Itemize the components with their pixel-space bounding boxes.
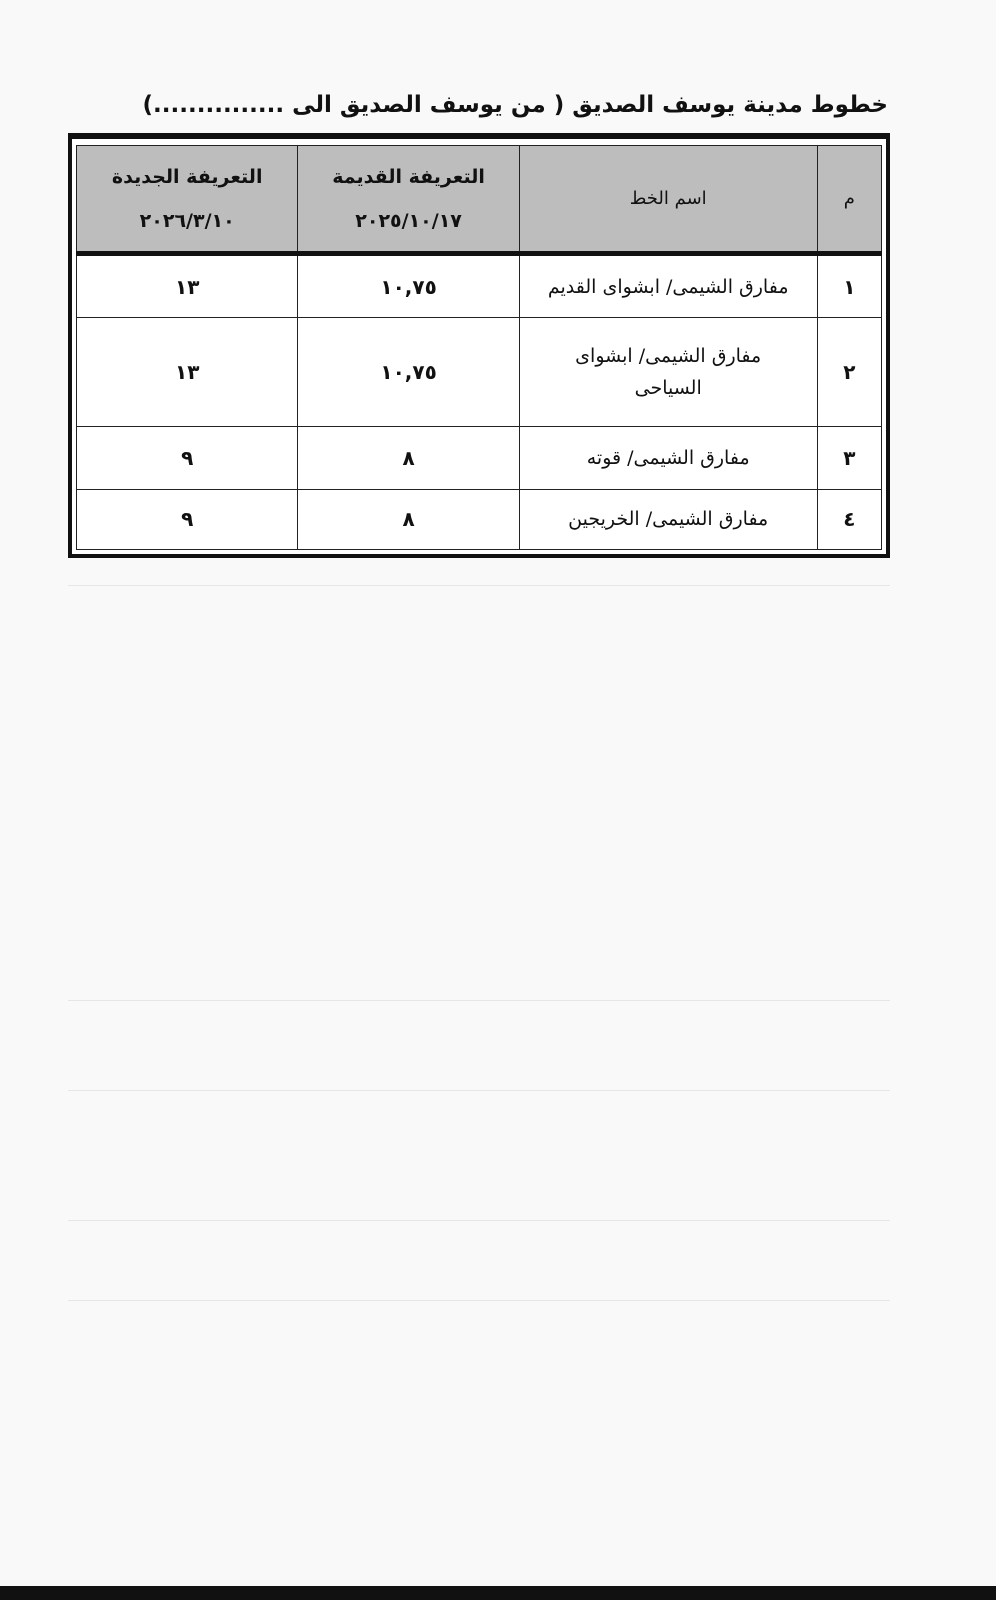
old-fare-label: التعريفة القديمة bbox=[332, 165, 485, 188]
bleed-through-line bbox=[68, 1090, 890, 1091]
scan-edge bbox=[0, 1586, 996, 1600]
row-index: ٤ bbox=[817, 489, 881, 549]
row-index: ٢ bbox=[817, 318, 881, 426]
row-new-fare: ١٣ bbox=[77, 318, 298, 426]
row-new-fare: ١٣ bbox=[77, 254, 298, 318]
header-old-fare bbox=[298, 146, 519, 254]
header-line-name: اسم الخط bbox=[519, 146, 817, 254]
bleed-through-line bbox=[68, 1000, 890, 1001]
row-line-name: مفارق الشيمى/ ابشواى السياحى bbox=[519, 318, 817, 426]
row-line-name: مفارق الشيمى/ ابشواى القديم bbox=[519, 254, 817, 318]
row-line-name: مفارق الشيمى/ الخريجين bbox=[519, 489, 817, 549]
row-old-fare: ٨ bbox=[298, 489, 519, 549]
new-fare-date: ٢٠٢٦/٣/١٠ bbox=[139, 209, 235, 232]
table-row bbox=[77, 318, 882, 426]
row-index: ١ bbox=[817, 254, 881, 318]
row-old-fare: ٨ bbox=[298, 426, 519, 489]
bleed-through-line bbox=[68, 585, 890, 586]
page-title: خطوط مدينة يوسف الصديق ( من يوسف الصديق الى ...............) bbox=[142, 92, 888, 118]
header-index: م bbox=[817, 146, 881, 254]
row-old-fare: ١٠,٧٥ bbox=[298, 318, 519, 426]
bleed-through-line bbox=[68, 1300, 890, 1301]
old-fare-date: ٢٠٢٥/١٠/١٧ bbox=[355, 209, 462, 232]
row-old-fare: ١٠,٧٥ bbox=[298, 254, 519, 318]
fares-table bbox=[68, 133, 890, 558]
row-new-fare: ٩ bbox=[77, 489, 298, 549]
table-row bbox=[77, 489, 882, 549]
row-index: ٣ bbox=[817, 426, 881, 489]
table-header-row bbox=[77, 146, 882, 254]
header-new-fare bbox=[77, 146, 298, 254]
table-row bbox=[77, 426, 882, 489]
table-row bbox=[77, 254, 882, 318]
new-fare-label: التعريفة الجديدة bbox=[111, 165, 263, 188]
row-new-fare: ٩ bbox=[77, 426, 298, 489]
row-line-name: مفارق الشيمى/ قوته bbox=[519, 426, 817, 489]
bleed-through-line bbox=[68, 1220, 890, 1221]
